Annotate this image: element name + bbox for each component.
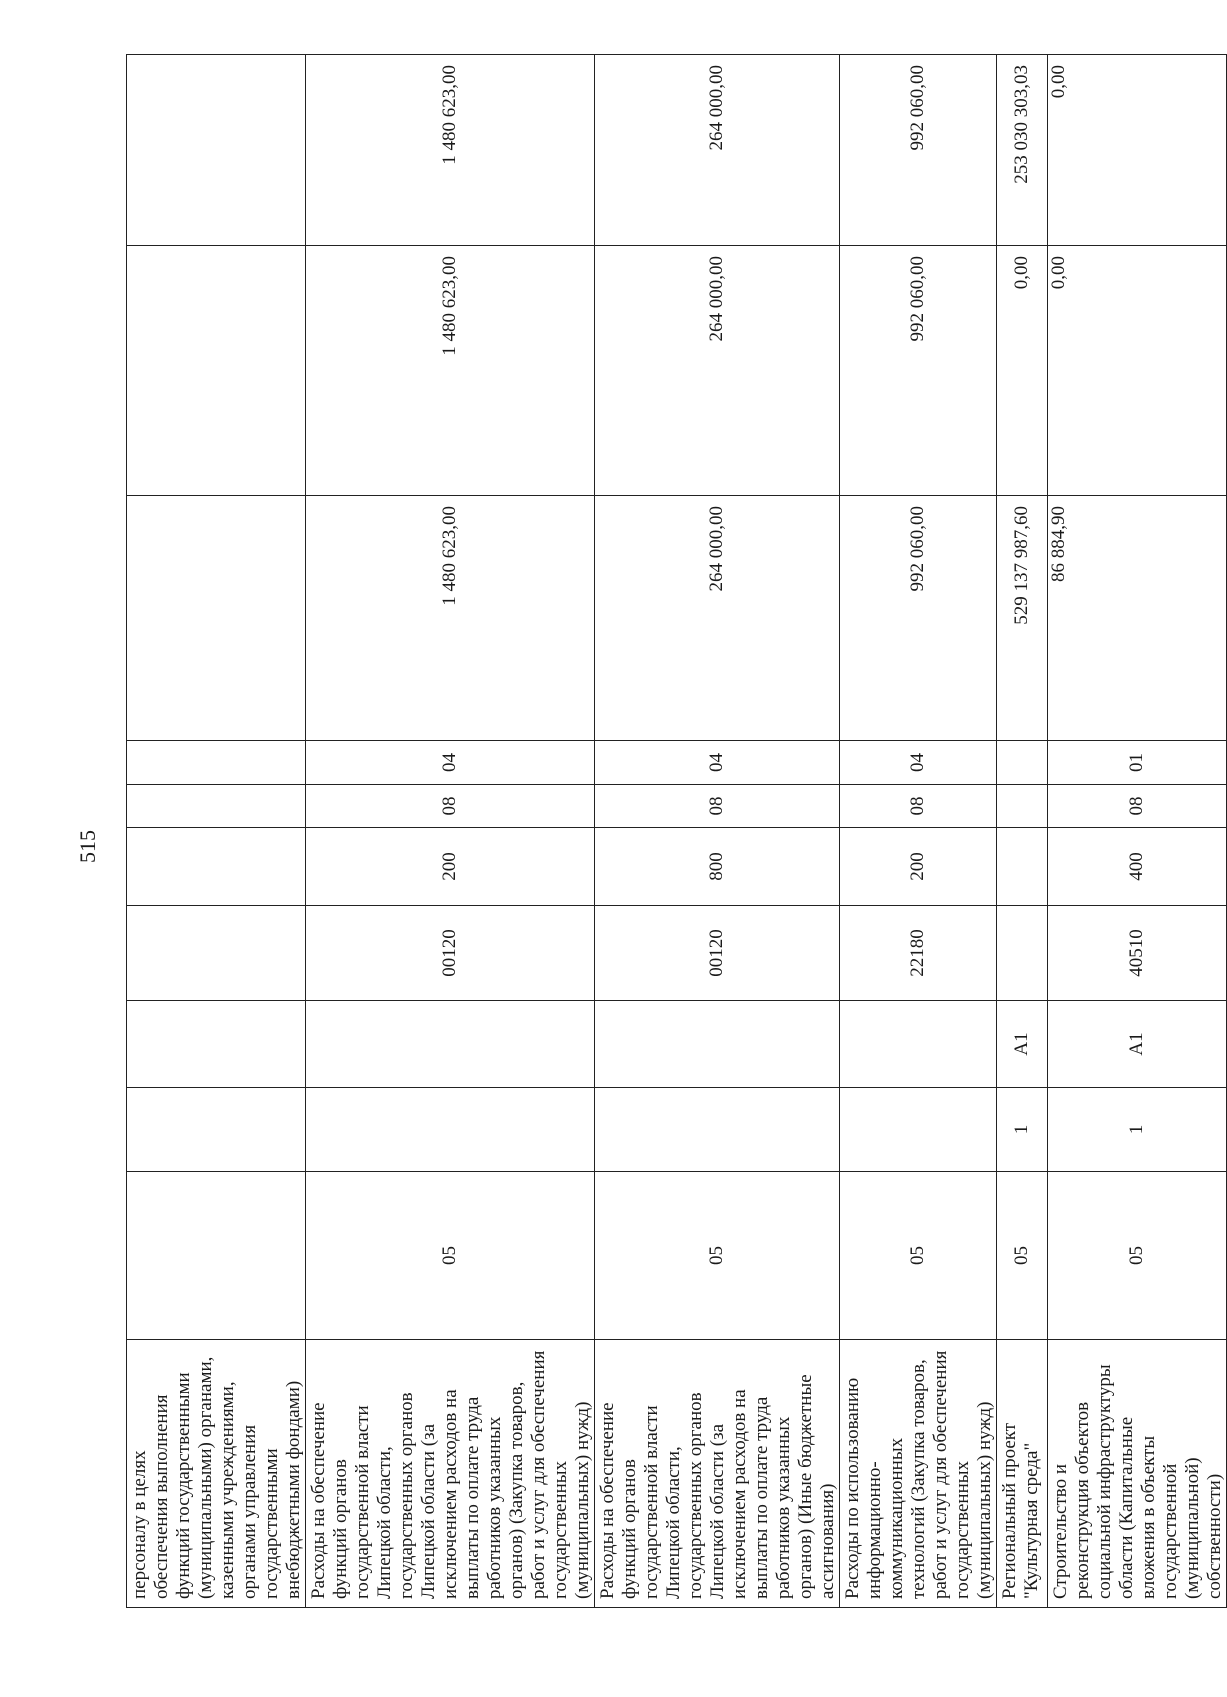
code-cell: 1	[1048, 1088, 1227, 1172]
code-cell	[127, 1001, 306, 1088]
code-cell	[997, 828, 1048, 906]
code-cell	[127, 906, 306, 1001]
code-cell	[997, 906, 1048, 1001]
row-description: Расходы на обеспечение функций органов государственной власти Липецкой области, государственных органов Липецкой области (за исключением расходов на выплаты по оплате труда работников указанных органов) (Иные бюджетные ассигнования)	[595, 1340, 840, 1608]
code-cell	[127, 1172, 306, 1340]
code-cell: 04	[840, 741, 997, 785]
amount-cell: 992 060,00	[840, 55, 997, 246]
amount-cell: 992 060,00	[840, 496, 997, 741]
code-cell: 800	[595, 828, 840, 906]
code-cell: 00120	[306, 906, 595, 1001]
row-description: персоналу в целях обеспечения выполнения функций государственными (муниципальными) органами, казенными учреждениями, органами управления государственными внебюджетными фондами)	[127, 1340, 306, 1608]
code-cell: 04	[595, 741, 840, 785]
amount-cell: 0,00	[997, 246, 1048, 496]
amount-cell: 529 137 987,60	[997, 496, 1048, 741]
amount-cell: 0,00	[1048, 246, 1227, 496]
table-row	[840, 55, 997, 1608]
table-row	[1048, 55, 1227, 1608]
code-cell	[595, 1088, 840, 1172]
page-number: 515	[75, 830, 100, 863]
amount-cell: 1 480 623,00	[306, 496, 595, 741]
code-cell	[595, 1001, 840, 1088]
code-cell: 01	[1048, 741, 1227, 785]
amount-cell: 1 480 623,00	[306, 246, 595, 496]
code-cell: 05	[1048, 1172, 1227, 1340]
code-cell	[306, 1001, 595, 1088]
table-row	[997, 55, 1048, 1608]
amount-cell: 992 060,00	[840, 246, 997, 496]
code-cell: 08	[306, 785, 595, 828]
code-cell	[997, 741, 1048, 785]
amount-cell	[127, 55, 306, 246]
code-cell: 40510	[1048, 906, 1227, 1001]
code-cell: 05	[840, 1172, 997, 1340]
amount-cell: 264 000,00	[595, 496, 840, 741]
amount-cell: 253 030 303,03	[997, 55, 1048, 246]
code-cell	[306, 1088, 595, 1172]
code-cell: 08	[1048, 785, 1227, 828]
amount-cell: 264 000,00	[595, 55, 840, 246]
budget-table-rotated	[126, 55, 1225, 1608]
code-cell	[997, 785, 1048, 828]
code-cell: 08	[840, 785, 997, 828]
amount-cell: 1 480 623,00	[306, 55, 595, 246]
code-cell: 22180	[840, 906, 997, 1001]
code-cell	[840, 1088, 997, 1172]
code-cell: 04	[306, 741, 595, 785]
amount-cell: 264 000,00	[595, 246, 840, 496]
code-cell: 1	[997, 1088, 1048, 1172]
code-cell: 05	[595, 1172, 840, 1340]
code-cell: А1	[1048, 1001, 1227, 1088]
budget-table	[126, 54, 1227, 1608]
amount-cell: 86 884,90	[1048, 496, 1227, 741]
code-cell: А1	[997, 1001, 1048, 1088]
table-row	[127, 55, 306, 1608]
code-cell: 200	[840, 828, 997, 906]
row-description: Региональный проект "Культурная среда"	[997, 1340, 1048, 1608]
row-description: Расходы по использованию информационно-коммуникационных технологий (Закупка товаров, работ и услуг для обеспечения государственных (муниципальных) нужд)	[840, 1340, 997, 1608]
code-cell	[127, 785, 306, 828]
code-cell: 05	[997, 1172, 1048, 1340]
code-cell	[127, 1088, 306, 1172]
row-description: Строительство и реконструкция объектов социальной инфраструктуры области (Капитальные вложения в объекты государственной (муниципальной) собственности)	[1048, 1340, 1227, 1608]
amount-cell	[127, 496, 306, 741]
code-cell	[840, 1001, 997, 1088]
code-cell	[127, 828, 306, 906]
code-cell: 200	[306, 828, 595, 906]
amount-cell	[127, 246, 306, 496]
code-cell: 05	[306, 1172, 595, 1340]
table-row	[306, 55, 595, 1608]
code-cell	[127, 741, 306, 785]
code-cell: 00120	[595, 906, 840, 1001]
row-description: Расходы на обеспечение функций органов государственной власти Липецкой области, государственных органов Липецкой области (за исключением расходов на выплаты по оплате труда работников указанных органов) (Закупка товаров, работ и услуг для обеспечения государственных (муниципальных) нужд)	[306, 1340, 595, 1608]
code-cell: 400	[1048, 828, 1227, 906]
table-row	[595, 55, 840, 1608]
amount-cell: 0,00	[1048, 55, 1227, 246]
code-cell: 08	[595, 785, 840, 828]
